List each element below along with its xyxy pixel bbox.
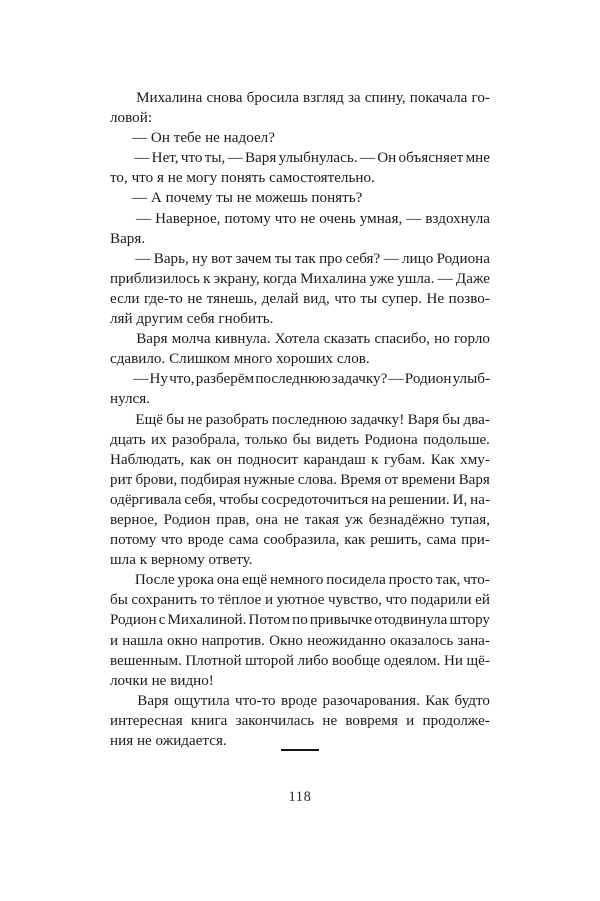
- word: После: [134, 572, 175, 589]
- word: посидела: [326, 572, 386, 589]
- text-line: [110, 691, 490, 711]
- word: что: [180, 150, 203, 167]
- word: Не: [426, 290, 445, 307]
- word: только: [245, 431, 288, 448]
- word: Михалина: [136, 90, 203, 106]
- word: рит: [110, 471, 133, 488]
- word: ещё: [242, 572, 268, 589]
- word: за: [347, 90, 361, 106]
- paragraph: [110, 410, 490, 571]
- word: окно: [167, 632, 198, 649]
- word: сказать: [323, 331, 371, 348]
- text-run: ния не ожидается.: [110, 733, 227, 749]
- word: либо: [297, 652, 329, 669]
- word: и: [406, 712, 415, 729]
- paragraph-indent: [110, 88, 132, 108]
- word: сообразила,: [263, 532, 340, 549]
- word: ты: [360, 290, 378, 307]
- word: подбирая: [180, 471, 241, 488]
- word: Варя: [458, 471, 490, 488]
- word: Как: [430, 451, 455, 468]
- paragraph: [110, 570, 490, 691]
- text-line: [110, 229, 490, 249]
- word: книга: [190, 712, 228, 729]
- word: улыб-: [452, 371, 490, 388]
- word: Родиона: [364, 431, 418, 448]
- text-line: [110, 430, 490, 450]
- word: вроде: [187, 532, 224, 549]
- word: их: [150, 431, 167, 448]
- word: он: [216, 451, 233, 468]
- word: продолже-: [422, 712, 490, 729]
- word: последнюю: [271, 411, 348, 428]
- word: зачем: [235, 250, 272, 267]
- word: последнюю: [255, 371, 331, 388]
- word: не: [187, 411, 203, 428]
- word: задачку!: [350, 411, 405, 428]
- word: подарили: [410, 592, 472, 609]
- word: слова.: [297, 471, 338, 488]
- word: покачала: [409, 90, 468, 106]
- word: про: [319, 250, 343, 267]
- paragraph: [110, 369, 490, 409]
- word: себя,: [184, 491, 217, 508]
- word: —: [359, 150, 375, 167]
- word: тёплое: [217, 592, 262, 609]
- text-line: [110, 128, 490, 148]
- text-line: [110, 188, 490, 208]
- word: позво-: [448, 290, 490, 307]
- word: интересная: [110, 712, 183, 729]
- text-line: [110, 410, 490, 430]
- word: ей: [475, 592, 490, 609]
- text-run: ляй другим себя гнобить.: [110, 311, 274, 328]
- paragraph: [110, 148, 490, 188]
- word: вешенным.: [110, 652, 182, 669]
- word: сосредоточиться: [261, 491, 369, 508]
- word: она: [255, 511, 278, 528]
- word: что,: [169, 371, 195, 388]
- word: закончилась: [235, 712, 315, 729]
- text-line: [110, 289, 490, 309]
- word: не: [283, 511, 299, 528]
- text-run: лочки не видно!: [110, 672, 214, 689]
- word: задачку?: [331, 371, 388, 388]
- word: Время: [340, 471, 382, 488]
- word: Варя: [136, 331, 168, 348]
- text-line: [110, 88, 490, 108]
- text-line: [110, 168, 490, 188]
- word: разберём: [195, 371, 255, 388]
- text-line: [110, 329, 490, 349]
- text-run: нулся.: [110, 391, 151, 408]
- word: тянешь,: [206, 290, 258, 307]
- text-line: [110, 349, 490, 369]
- word: вздохнула: [425, 210, 490, 227]
- word: лицо: [402, 250, 434, 267]
- text-line: [110, 369, 490, 389]
- word: кивнула.: [214, 331, 271, 348]
- word: не: [187, 290, 203, 307]
- word: неожиданно: [307, 632, 386, 649]
- paragraph: [110, 329, 490, 369]
- word: ну: [192, 250, 208, 267]
- word: Потом: [248, 612, 291, 629]
- word: Нет,: [151, 150, 179, 167]
- paragraph-indent: [110, 329, 132, 349]
- word: —: [135, 250, 151, 267]
- word: но: [434, 331, 450, 348]
- word: молча: [171, 331, 211, 348]
- text-run: Варя.: [110, 230, 146, 247]
- word: уже: [369, 270, 394, 287]
- word: губам.: [383, 451, 426, 468]
- text-line: [110, 389, 490, 409]
- word: не: [322, 712, 338, 729]
- word: решении.: [388, 491, 450, 508]
- paragraph-indent: [110, 691, 132, 711]
- word: вроде: [280, 692, 318, 709]
- word: спину,: [364, 90, 406, 106]
- word: потому: [224, 210, 271, 227]
- paragraph-indent: [110, 410, 132, 430]
- text-line: [110, 530, 490, 550]
- word: к: [203, 270, 211, 287]
- word: уж: [344, 511, 363, 528]
- word: привычке: [309, 612, 373, 629]
- word: ощутила: [173, 692, 230, 709]
- text-line: [110, 590, 490, 610]
- word: видеть: [315, 431, 360, 448]
- word: экрану,: [213, 270, 260, 287]
- word: приблизилось: [110, 270, 200, 287]
- word: Хотела: [274, 331, 320, 348]
- word: Как: [425, 692, 450, 709]
- paragraph: [110, 88, 490, 128]
- text-line: [110, 450, 490, 470]
- text-line: [110, 490, 490, 510]
- word: бы: [110, 592, 128, 609]
- word: Родион: [110, 612, 157, 629]
- word: то: [200, 592, 215, 609]
- text-line: [110, 510, 490, 530]
- word: что-то: [235, 692, 276, 709]
- word: —: [134, 150, 150, 167]
- word: взгляд: [303, 90, 344, 106]
- word: прав,: [216, 511, 250, 528]
- word: Варь,: [153, 250, 189, 267]
- word: уютное: [276, 592, 325, 609]
- paragraph-indent: [110, 570, 132, 590]
- text-line: [110, 631, 490, 651]
- word: времени: [401, 471, 456, 488]
- text-line: [110, 610, 490, 630]
- word: И,: [452, 491, 468, 508]
- word: Окно: [269, 632, 304, 649]
- word: напротив.: [201, 632, 265, 649]
- word: что: [334, 290, 356, 307]
- word: разочарования.: [322, 692, 420, 709]
- word: так: [294, 250, 316, 267]
- word: Даже: [455, 270, 490, 287]
- word: два-: [463, 411, 490, 428]
- paragraph-indent: [110, 209, 132, 229]
- word: одёргивала: [110, 491, 182, 508]
- word: нужные: [243, 471, 295, 488]
- word: Варя: [244, 150, 277, 167]
- word: объясняет: [398, 150, 464, 167]
- word: с: [158, 612, 166, 629]
- word: по: [292, 612, 308, 629]
- text-line: [110, 570, 490, 590]
- text-line: [110, 470, 490, 490]
- word: разобрать: [205, 411, 269, 428]
- paragraph-indent: [110, 249, 132, 269]
- word: Родион: [404, 371, 452, 388]
- word: Михалиной.: [167, 612, 247, 629]
- word: Михалина: [300, 270, 367, 287]
- word: чувство,: [327, 592, 382, 609]
- word: бы: [442, 411, 461, 428]
- word: ты,: [204, 150, 226, 167]
- word: бы: [166, 411, 185, 428]
- word: зана-: [457, 632, 490, 649]
- text-run: шла к верному ответу.: [110, 552, 253, 569]
- word: к: [371, 451, 379, 468]
- word: тупая,: [450, 511, 490, 528]
- word: что-: [463, 572, 490, 589]
- word: вообще: [331, 652, 381, 669]
- word: Он: [377, 150, 397, 167]
- word: бы: [292, 431, 311, 448]
- paragraph: [110, 188, 490, 208]
- text-line: [110, 671, 490, 691]
- word: сама: [426, 532, 457, 549]
- word: Ни: [443, 652, 463, 669]
- word: решить,: [370, 532, 422, 549]
- text-run: ловой:: [110, 110, 153, 127]
- word: Родиона: [436, 250, 490, 267]
- word: оказалось: [389, 632, 454, 649]
- word: верное,: [110, 511, 158, 528]
- text-line: [110, 651, 490, 671]
- word: отодвинула: [374, 612, 448, 629]
- word: го-: [471, 90, 490, 106]
- page-number: 118: [288, 789, 312, 805]
- page-text-block: [110, 88, 490, 751]
- word: вид,: [303, 290, 330, 307]
- word: просто: [388, 572, 433, 589]
- text-run: — А почему ты не можешь понять?: [132, 190, 363, 207]
- paragraph-indent: [110, 148, 132, 168]
- word: так,: [435, 572, 461, 589]
- text-run: то, что я не могу понять самостоятельно.: [110, 170, 375, 187]
- text-line: [110, 309, 490, 329]
- word: когда: [262, 270, 297, 287]
- word: супер.: [381, 290, 422, 307]
- word: не: [300, 210, 316, 227]
- word: что: [161, 532, 183, 549]
- word: и: [264, 592, 274, 609]
- section-divider-wrap: [0, 741, 600, 759]
- word: Наверное,: [155, 210, 221, 227]
- word: Ну: [149, 371, 168, 388]
- word: что: [274, 210, 297, 227]
- text-line: [110, 711, 490, 731]
- text-line: [110, 108, 490, 128]
- word: потому: [110, 532, 157, 549]
- text-line: [110, 269, 490, 289]
- word: сохранить: [131, 592, 197, 609]
- word: горло: [454, 331, 490, 348]
- text-line: [110, 550, 490, 570]
- word: на-: [470, 491, 490, 508]
- word: нашла: [122, 632, 163, 649]
- word: и: [110, 632, 119, 649]
- word: Варя: [137, 692, 169, 709]
- word: спасибо,: [374, 331, 430, 348]
- word: на: [371, 491, 387, 508]
- word: —: [383, 250, 399, 267]
- word: карандаш: [303, 451, 366, 468]
- word: умная,: [359, 210, 403, 227]
- word: —: [437, 270, 453, 287]
- paragraph: [110, 249, 490, 329]
- word: немного: [269, 572, 324, 589]
- word: щё-: [466, 652, 490, 669]
- word: снова: [206, 90, 243, 106]
- word: урока: [177, 572, 215, 589]
- word: брови,: [135, 471, 178, 488]
- word: если: [110, 290, 140, 307]
- word: Наблюдать,: [110, 451, 185, 468]
- word: как: [189, 451, 212, 468]
- word: где-то: [143, 290, 183, 307]
- word: шторой: [245, 652, 294, 669]
- word: вовремя: [345, 712, 398, 729]
- word: что: [385, 592, 408, 609]
- word: одеялом.: [383, 652, 441, 669]
- word: очень: [319, 210, 356, 227]
- section-divider-icon: [281, 749, 319, 751]
- word: —: [388, 371, 404, 388]
- word: подносит: [237, 451, 298, 468]
- word: —: [227, 150, 243, 167]
- word: сама: [228, 532, 259, 549]
- text-run: сдавило. Слишком много хороших слов.: [110, 351, 370, 368]
- text-line: [110, 249, 490, 269]
- word: Плотной: [185, 652, 242, 669]
- word: вот: [211, 250, 233, 267]
- word: дцать: [110, 431, 146, 448]
- word: Варя: [407, 411, 439, 428]
- word: ушла.: [397, 270, 435, 287]
- paragraph: [110, 209, 490, 249]
- word: делай: [261, 290, 299, 307]
- word: Родион: [163, 511, 211, 528]
- text-run: — Он тебе не надоел?: [132, 130, 275, 147]
- word: при-: [461, 532, 490, 549]
- word: —: [133, 371, 149, 388]
- word: —: [406, 210, 422, 227]
- text-line: [110, 209, 490, 229]
- word: от: [384, 471, 399, 488]
- word: как: [344, 532, 366, 549]
- word: —: [136, 210, 152, 227]
- word: подольше.: [423, 431, 490, 448]
- text-line: [110, 148, 490, 168]
- word: будто: [454, 692, 490, 709]
- paragraph-indent: [110, 369, 132, 389]
- word: она: [216, 572, 240, 589]
- word: безнадёжно: [368, 511, 445, 528]
- word: улыбнулась.: [278, 150, 358, 167]
- word: хму-: [460, 451, 490, 468]
- word: разобрала,: [171, 431, 240, 448]
- word: штору: [449, 612, 490, 629]
- word: такая: [304, 511, 339, 528]
- word: мне: [465, 150, 490, 167]
- word: бросила: [246, 90, 299, 106]
- paragraph: [110, 128, 490, 148]
- word: ты: [274, 250, 292, 267]
- word: себя?: [345, 250, 381, 267]
- word: чтобы: [218, 491, 259, 508]
- word: Ещё: [135, 411, 163, 428]
